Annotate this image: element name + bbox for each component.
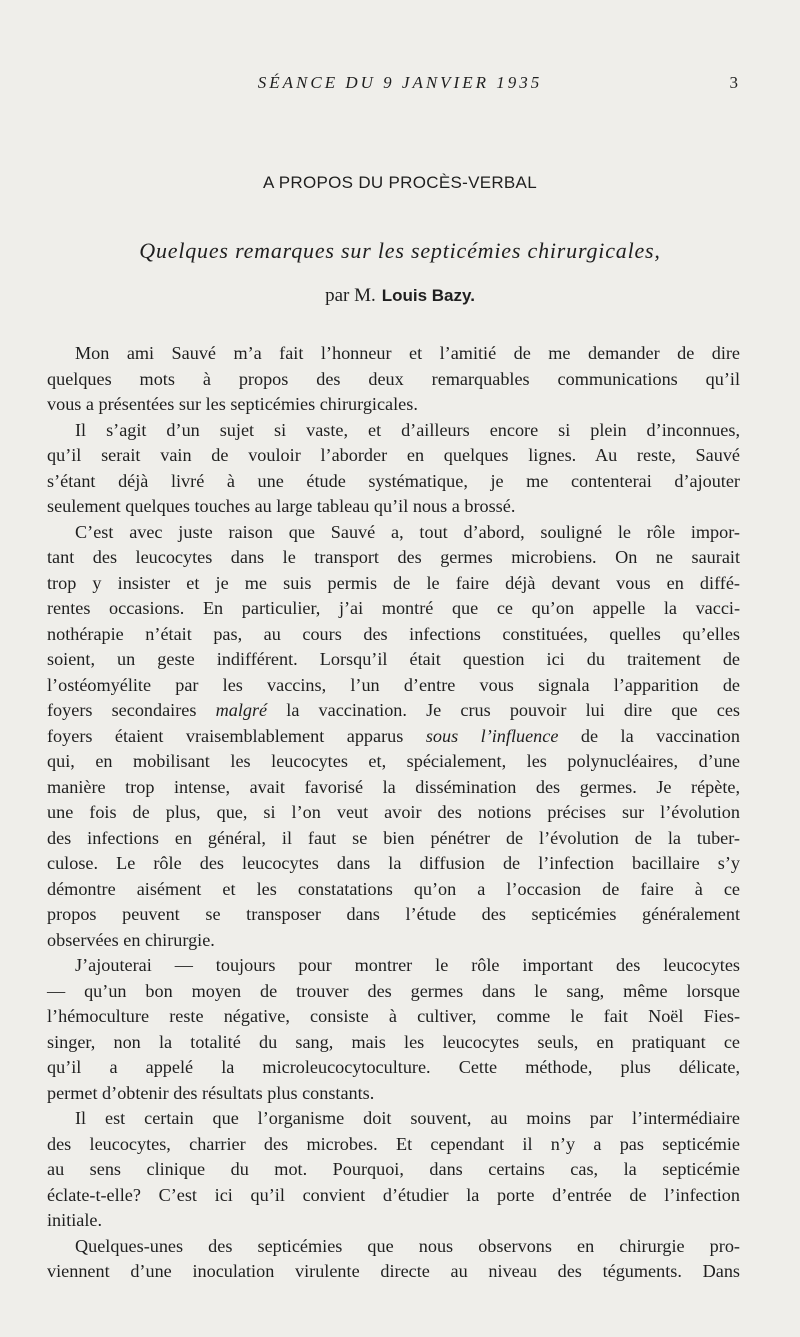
body-line: — qu’un bon moyen de trouver des germes dans le sang, même lorsque (47, 980, 740, 1001)
body-line: initiale. (47, 1210, 103, 1230)
body-line: démontre aisément et les constatations qu’on a l’occasion de faire à ce (47, 878, 740, 899)
author-name: Louis Bazy. (381, 286, 475, 305)
body-line: qu’il a appelé la microleucocytoculture. Cette méthode, plus délicate, (47, 1057, 740, 1077)
body-line (47, 724, 740, 750)
running-title: SÉANCE DU 9 JANVIER 1935 (257, 73, 543, 92)
body-line: tant des leucocytes dans le transport des germes microbiens. On ne saurait (47, 547, 740, 567)
body-line: éclate-t-elle? C’est ici qu’il convient d’étudier la porte d’entrée de l’infection (47, 1184, 740, 1205)
body-line-segment: la vaccination. Je crus pouvoir lui dire que ces (267, 700, 740, 720)
body-line: soient, un geste indifférent. Lorsqu’il était question ici du traitement de (47, 649, 740, 669)
byline-prefix: par M. (325, 285, 376, 306)
body-line: l’ostéomyélite par les vaccins, l’un d’entre vous signala l’apparition de (47, 674, 740, 695)
body-line: une fois de plus, que, si l’on veut avoir des notions précises sur l’évolution (47, 802, 740, 822)
body-line: des leucocytes, charrier des microbes. Et cependant il n’y a pas septicémie (47, 1133, 740, 1154)
body-line: au sens clinique du mot. Pourquoi, dans certains cas, la septicémie (47, 1159, 740, 1179)
body-line (47, 698, 740, 724)
byline (0, 285, 800, 307)
body-line-segment: de la vaccination (558, 725, 740, 746)
body-line: manière trop intense, avait favorisé la dissémination des germes. Je répète, (47, 776, 740, 797)
body-line: trop y insister et je me suis permis de le faire déjà devant vous en diffé- (47, 572, 740, 593)
body-line-emphasis: sous l’influence (425, 725, 559, 746)
body-line: C’est avec juste raison que Sauvé a, tout d’abord, souligné le rôle impor- (75, 521, 740, 542)
body-line: Il est certain que l’organisme doit souvent, au moins par l’intermédiaire (75, 1108, 740, 1128)
body-line-segment: foyers secondaires (47, 700, 216, 720)
body-line: vous a présentées sur les septicémies chirurgicales. (47, 394, 418, 414)
body-line: singer, non la totalité du sang, mais les leucocytes seuls, en pratiquant ce (47, 1031, 740, 1052)
body-line: seulement quelques touches au large tableau qu’il nous a brossé. (47, 496, 516, 516)
article-body (47, 341, 740, 1285)
body-line: viennent d’une inoculation virulente directe au niveau des téguments. Dans (47, 1261, 740, 1281)
running-header (0, 73, 800, 97)
body-line: nothérapie n’était pas, au cours des infections constituées, quelles qu’elles (47, 623, 740, 644)
body-line: Quelques-unes des septicémies que nous observons en chirurgie pro- (75, 1235, 740, 1256)
body-line: propos peuvent se transposer dans l’étude des septicémies généralement (47, 904, 740, 924)
body-line: s’étant déjà livré à une étude systématique, je me contenterai d’ajouter (47, 470, 740, 491)
body-line: quelques mots à propos des deux remarquables communications qu’il (47, 368, 740, 389)
body-line: l’hémoculture reste négative, consiste à cultiver, comme le fait Noël Fies- (47, 1006, 740, 1026)
body-line: observées en chirurgie. (47, 929, 215, 950)
body-line: Mon ami Sauvé m’a fait l’honneur et l’amitié de me demander de dire (75, 343, 740, 363)
body-line: des infections en général, il faut se bien pénétrer de l’évolution de la tuber- (47, 827, 740, 848)
body-line: qui, en mobilisant les leucocytes et, spécialement, les polynucléaires, d’une (47, 751, 740, 771)
body-line: rentes occasions. En particulier, j’ai montré que ce qu’on appelle la vacci- (47, 598, 740, 618)
page-number: 3 (729, 73, 738, 92)
body-line: J’ajouterai — toujours pour montrer le rôle important des leucocytes (75, 955, 740, 975)
body-line: permet d’obtenir des résultats plus constants. (47, 1082, 375, 1103)
section-heading: A PROPOS DU PROCÈS-VERBAL (263, 173, 537, 192)
body-line-emphasis: malgré (215, 700, 268, 720)
body-line: culose. Le rôle des leucocytes dans la diffusion de l’infection bacillaire s’y (47, 853, 740, 873)
body-line: Il s’agit d’un sujet si vaste, et d’ailleurs encore si plein d’inconnues, (75, 419, 740, 440)
article-title: Quelques remarques sur les septicémies chirurgicales, (139, 238, 661, 263)
body-line-segment: foyers étaient vraisemblablement apparus (47, 725, 426, 746)
body-line: qu’il serait vain de vouloir l’aborder en quelques lignes. Au reste, Sauvé (47, 445, 740, 465)
